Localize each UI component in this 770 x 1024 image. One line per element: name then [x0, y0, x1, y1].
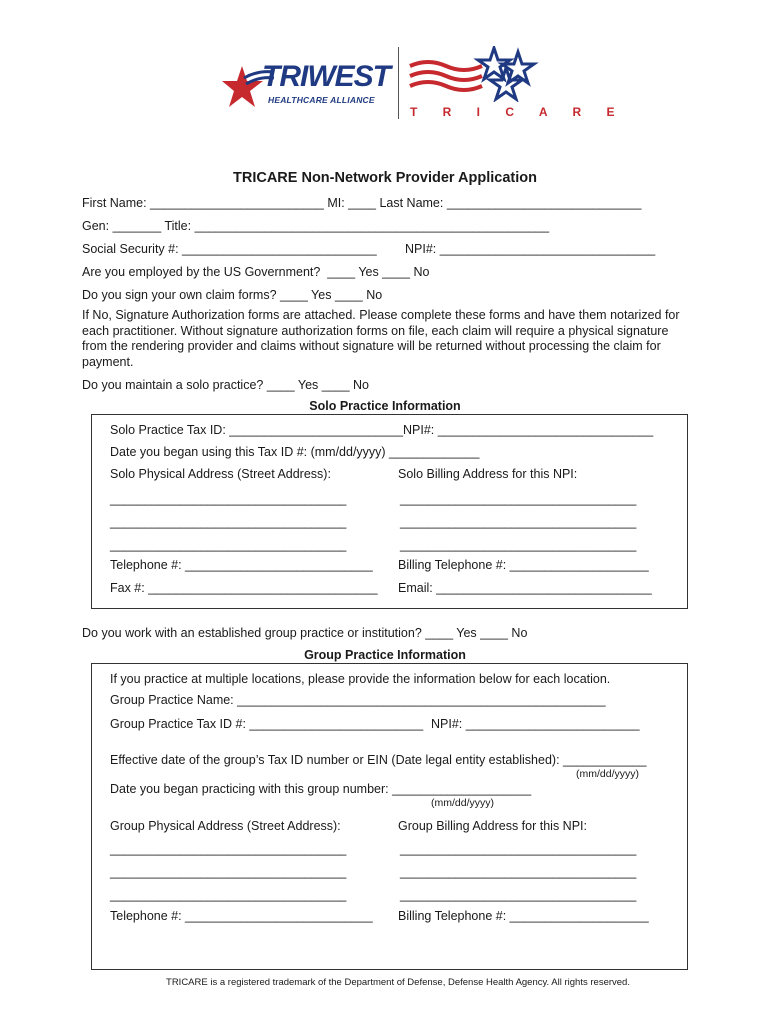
group-billing-telephone-field[interactable]: Billing Telephone #: ____________________	[398, 909, 649, 923]
solo-date-began-field[interactable]: Date you began using this Tax ID #: (mm/dd/yyyy) _____________	[110, 445, 480, 459]
solo-npi-field[interactable]: NPI#: _______________________________	[403, 423, 654, 437]
solo-section-heading: Solo Practice Information	[309, 399, 461, 413]
triwest-logo	[222, 58, 392, 118]
name-field-row[interactable]: First Name: _________________________ MI: ____ Last Name: ____________________________	[82, 196, 642, 210]
solo-practice-question[interactable]: Do you maintain a solo practice? ____ Yes ____ No	[82, 378, 369, 392]
group-effective-date-field[interactable]: Effective date of the group’s Tax ID number or EIN (Date legal entity established): ____________	[110, 753, 647, 767]
group-physical-address-line[interactable]: __________________________________	[110, 865, 347, 879]
group-physical-address-label: Group Physical Address (Street Address):	[110, 819, 341, 833]
gen-title-field-row[interactable]: Gen: _______ Title: ___________________________________________________	[82, 219, 550, 233]
signature-authorization-note: If No, Signature Authorization forms are attached. Please complete these forms and have them notarized for each practitioner. Without signature authorization forms on file, each claim will require a physical signature from the rendering provider and claims without signature will be returned without processing the claim for payment.	[82, 308, 680, 369]
group-telephone-field[interactable]: Telephone #: ___________________________	[110, 909, 373, 923]
tricare-logo	[408, 46, 626, 119]
us-government-question[interactable]: Are you employed by the US Government? ____ Yes ____ No	[82, 265, 430, 279]
group-tax-id-field[interactable]: Group Practice Tax ID #: _________________________	[110, 717, 424, 731]
solo-physical-address-line[interactable]: __________________________________	[110, 538, 347, 552]
group-intro-text: If you practice at multiple locations, please provide the information below for each location.	[110, 672, 611, 686]
solo-physical-address-line[interactable]: __________________________________	[110, 492, 347, 506]
solo-fax-field[interactable]: Fax #: _________________________________	[110, 581, 378, 595]
group-npi-field[interactable]: NPI#: _________________________	[431, 717, 640, 731]
claim-forms-question[interactable]: Do you sign your own claim forms? ____ Yes ____ No	[82, 288, 383, 302]
group-practice-question[interactable]: Do you work with an established group practice or institution? ____ Yes ____ No	[82, 626, 528, 640]
group-billing-address-line[interactable]: __________________________________	[400, 865, 637, 879]
ssn-field[interactable]: Social Security #: ____________________________	[82, 242, 377, 256]
solo-billing-address-line[interactable]: __________________________________	[400, 515, 637, 529]
group-billing-address-label: Group Billing Address for this NPI:	[398, 819, 587, 833]
tricare-wordmark: T R I C A R E	[410, 105, 626, 119]
page-title: TRICARE Non-Network Provider Application	[233, 170, 537, 186]
solo-email-field[interactable]: Email: _______________________________	[398, 581, 652, 595]
solo-billing-address-line[interactable]: __________________________________	[400, 538, 637, 552]
npi-field[interactable]: NPI#: _______________________________	[405, 242, 656, 256]
group-date-began-format: (mm/dd/yyyy)	[431, 797, 494, 809]
solo-tax-id-field[interactable]: Solo Practice Tax ID: _________________________	[110, 423, 404, 437]
logo-divider	[398, 47, 399, 119]
solo-billing-address-line[interactable]: __________________________________	[400, 492, 637, 506]
solo-telephone-field[interactable]: Telephone #: ___________________________	[110, 558, 373, 572]
flag-stripes-icon	[408, 46, 548, 102]
triwest-subtitle: HEALTHCARE ALLIANCE	[268, 95, 375, 105]
group-effective-date-format: (mm/dd/yyyy)	[576, 768, 639, 780]
group-billing-address-line[interactable]: __________________________________	[400, 842, 637, 856]
group-section-heading: Group Practice Information	[304, 648, 466, 662]
trademark-footer: TRICARE is a registered trademark of the Department of Defense, Defense Health Agency. All rights reserved.	[166, 977, 630, 988]
solo-billing-address-label: Solo Billing Address for this NPI:	[398, 467, 578, 481]
triwest-wordmark: TRIWEST	[262, 60, 390, 93]
group-name-field[interactable]: Group Practice Name: _____________________________________________________	[110, 693, 606, 707]
group-physical-address-line[interactable]: __________________________________	[110, 888, 347, 902]
solo-physical-address-label: Solo Physical Address (Street Address):	[110, 467, 331, 481]
solo-physical-address-line[interactable]: __________________________________	[110, 515, 347, 529]
solo-billing-telephone-field[interactable]: Billing Telephone #: ____________________	[398, 558, 649, 572]
group-physical-address-line[interactable]: __________________________________	[110, 842, 347, 856]
group-date-began-field[interactable]: Date you began practicing with this group number: ____________________	[110, 782, 532, 796]
group-billing-address-line[interactable]: __________________________________	[400, 888, 637, 902]
